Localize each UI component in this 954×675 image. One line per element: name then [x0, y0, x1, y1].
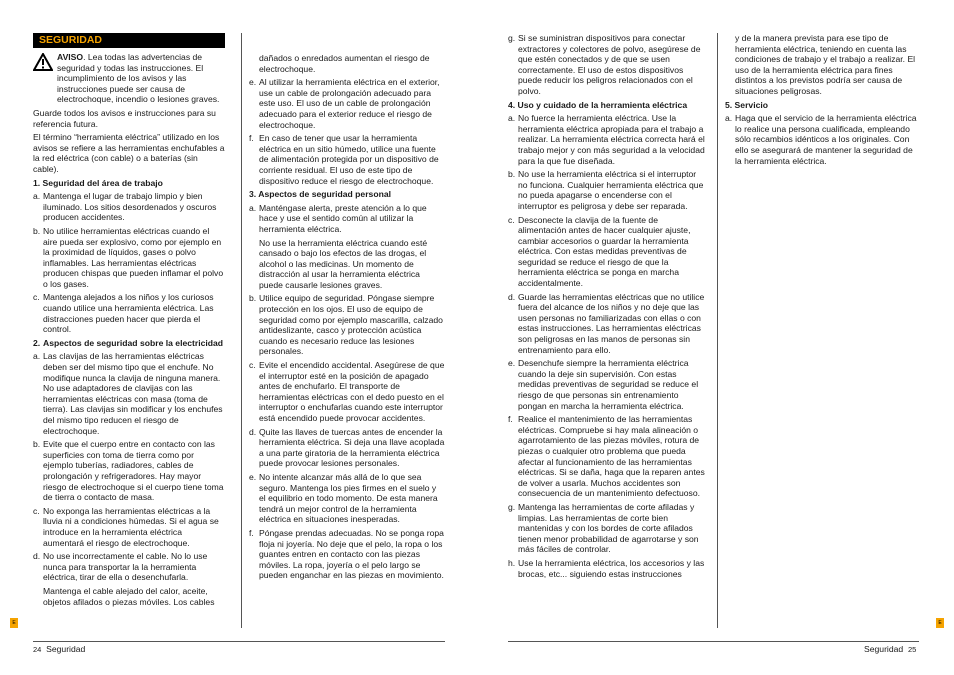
list-item: a. No fuerce la herramienta eléctrica. Use la herramienta eléctrica apropiada para el trabajo a realizar. La herramienta eléctrica correcta hará el trabajo mejor y con más seguridad a la velocidad para la que fue diseñada. [508, 113, 705, 166]
list-item: a. Haga que el servicio de la herramienta eléctrica lo realice una persona cualificada, empleando sólo recambios idénticos a los originales. Con ello se asegurará de mantener la seguridad de la herramienta eléctrica. [725, 113, 917, 166]
list-item: c. Mantenga alejados a los niños y los curiosos cuando utilice una herramienta eléctrica. Las distracciones pueden hacer que pierda el control. [33, 292, 214, 335]
column-divider [717, 33, 718, 628]
list-item: f. En caso de tener que usar la herramienta eléctrica en un sitio húmedo, utilice una fuente de alimentación protegida por un dispositivo de corriente residual. El uso de este tipo de dispositivo reduce el riesgo de electrochoque. [249, 133, 439, 186]
list-item: b. Evite que el cuerpo entre en contacto con las superficies con toma de tierra como por ejemplo tuberías, radiadores, cables de prolongación y refrigeradores. Hay mayor riesgo de electrochoque si el cuerpo tiene toma de tierra o contacto de masa. [33, 439, 224, 503]
intro-paragraph: El término “herramienta eléctrica” utilizado en los avisos se refiere a las herramientas enchufables a la red eléctrica (con cable) o a baterías (sin cable). [33, 132, 225, 174]
list-item-continuation: y de la manera prevista para ese tipo de herramienta eléctrica, teniendo en cuenta las condiciones de trabajo y el trabajo a realizar. El uso de la herramienta eléctrica para fines distintos a los previstos podría ser causa de situaciones peligrosas. [735, 33, 916, 96]
footer-rule-left [33, 641, 445, 642]
list-item: a. Mantenga el lugar de trabajo limpio y bien iluminado. Los sitios desordenados y oscuros producen accidentes. [33, 191, 217, 223]
warning-block [33, 52, 225, 108]
section-title: SEGURIDAD [33, 33, 225, 48]
list-item: d. Guarde las herramientas eléctricas que no utilice fuera del alcance de los niños y no deje que las usen personas no familiarizadas con ellas o con estas instrucciones. Las herramientas eléctricas son peligrosas en las manos de personas sin entrenamiento para ello. [508, 291, 705, 355]
intro-paragraph: Guarde todos los avisos e instrucciones para su referencia futura. [33, 107, 216, 129]
column-1 [33, 33, 225, 610]
heading-service: 5. Servicio [725, 99, 768, 110]
heading-tool-use: 4. Uso y cuidado de la herramienta eléctrica [508, 99, 688, 110]
heading-personal-safety: 3. Aspectos de seguridad personal [249, 189, 391, 200]
heading-work-area: 1. Seguridad del área de trabajo [33, 177, 163, 188]
list-item: e. Al utilizar la herramienta eléctrica en el exterior, use un cable de prolongación adecuado para este uso. El uso de un cable de prolongación adecuado para el exterior reduce el riesgo de electrochoque. [249, 77, 440, 130]
list-item: b. No use la herramienta eléctrica si el interruptor no funciona. Cualquier herramienta eléctrica que no pueda apagarse o encenderse con el interruptor es peligrosa y debe ser reparada. [508, 169, 704, 211]
list-item: a. Manténgase alerta, preste atención a lo que hace y use el sentido común al utilizar la herramienta eléctrica. [249, 202, 427, 234]
list-item: e. Desenchufe siempre la herramienta eléctrica cuando la deje sin supervisión. Con estas medidas preventivas de seguridad se reduce el riesgo de que personas sin entrenamiento pongan en marcha la herramienta eléctrica. [508, 358, 699, 411]
list-item: e. No intente alcanzar más allá de lo que sea seguro. Mantenga los pies firmes en el suelo y el equilibrio en todo momento. De esta manera tendrá un mejor control de la herramienta eléctrica en situaciones inesperadas. [249, 471, 438, 525]
list-item: c. Evite el encendido accidental. Asegúrese de que el interruptor esté en la posición de apagado antes de enchufarlo. El transporte de herramientas eléctricas con el dedo puesto en el interruptor o enchufarlas cuando este interruptor está encendido puede provocar accidentes. [249, 360, 445, 423]
language-tab-left: E [10, 618, 18, 628]
list-item-continuation: dañados o enredados aumentan el riesgo de electrochoque. [259, 53, 430, 74]
list-item: f. Realice el mantenimiento de las herramientas eléctricas. Compruebe si hay mala alineación o agarrotamiento de las piezas móviles, rotura de piezas o cualquier otro problema que pueda afectar al funcionamiento de las herramientas eléctricas. Si se daña, haga que la reparen antes de volver a usarla. Muchos accidentes son consecuencia de un mantenimiento defectuoso. [508, 414, 705, 499]
list-item: g. Si se suministran dispositivos para conectar extractores y colectores de polvo, asegúrese de que estén conectados y de que se usen correctamente. El uso de estos dispositivos puede reducir los peligros relacionados con el polvo. [508, 33, 701, 96]
column-3 [508, 33, 706, 582]
heading-electricity: 2. Aspectos de seguridad sobre la electricidad [33, 337, 224, 348]
footer-label-right: Seguridad [864, 644, 904, 654]
list-item: b. No utilice herramientas eléctricas cuando el aire pueda ser explosivo, como por ejemplo en la proximidad de líquidos, gases o polvo inflamables. Las herramientas eléctricas producen chispas que pueden inflamar el polvo o los gases. [33, 225, 224, 289]
language-tab-right: E [936, 618, 944, 628]
column-2 [249, 53, 445, 584]
page-number-left: 24 [33, 645, 42, 654]
list-item-continuation: Mantenga el cable alejado del calor, aceite, objetos afilados o piezas móviles. Los cables [43, 585, 215, 607]
list-item: d. Quite las llaves de tuercas antes de encender la herramienta eléctrica. Si deja una llave acoplada a una parte giratoria de la herramienta eléctrica puede provocar lesiones personales. [249, 426, 445, 469]
list-item: c. No exponga las herramientas eléctricas a la lluvia ni a condiciones húmedas. Si el agua se introduce en la herramienta eléctrica aumentará el riesgo de electrochoque. [33, 505, 219, 548]
warning-triangle-icon [33, 53, 53, 71]
column-4 [725, 33, 919, 169]
list-item: b. Utilice equipo de seguridad. Póngase siempre protección en los ojos. El uso de equipo de seguridad como por ejemplo mascarilla, calzado antideslizante, casco y protección acústica cuando es necesario reduce las lesiones personales. [249, 293, 443, 357]
warning-text: AVISO. Lea todas las advertencias de seguridad y todas las instrucciones. El incumplimiento de los avisos y las instrucciones puede ser causa de electrochoque, incendio o lesiones graves. [57, 52, 220, 105]
list-item-continuation: No use la herramienta eléctrica cuando esté cansado o bajo los efectos de las drogas, el alcohol o las medicinas. Un momento de distracción al usar la herramienta eléctrica puede causarle lesiones graves. [259, 237, 428, 290]
footer-right [864, 644, 916, 655]
footer-left [33, 644, 85, 655]
list-item: g. Mantenga las herramientas de corte afiladas y limpias. Las herramientas de corte bien mantenidas y con los bordes de corte afilados tienen menor probabilidad de agarrotarse y son más fáciles de controlar. [508, 501, 699, 555]
list-item: a. Las clavijas de las herramientas eléctricas deben ser del mismo tipo que el enchufe. No modifique nunca la clavija de ninguna manera. No use adaptadores de clavijas con las herramientas eléctricas con masa (toma de tierra). Las clavijas sin modificar y los enchufes del mismo tipo reducen el riesgo de electrochoque. [33, 351, 223, 436]
footer-rule-right [508, 641, 919, 642]
page-number-right: 25 [907, 645, 917, 654]
list-item: d. No use incorrectamente el cable. No lo use nunca para transportar la la herramienta eléctrica, tirar de ella o desenchufarla. [33, 551, 208, 583]
list-item: c. Desconecte la clavija de la fuente de alimentación antes de hacer cualquier ajuste, cambiar accesorios o guardar la herramienta eléctrica. Con estas medidas preventivas de seguridad se reduce el riesgo de que la herramienta eléctrica se ponga en marcha accidentalmente. [508, 214, 691, 289]
list-item: h. Use la herramienta eléctrica, los accesorios y las brocas, etc... siguiendo estas instrucciones [508, 557, 705, 579]
footer-label-left: Seguridad [46, 644, 86, 654]
aviso-label: AVISO [57, 52, 84, 62]
list-item: f. Póngase prendas adecuadas. No se ponga ropa floja ni joyería. No deje que el pelo, la ropa o los guantes entren en contacto con las piezas móviles. La ropa, joyería o el pelo largo se pueden enganchar en las piezas en movimiento. [249, 527, 444, 581]
column-divider [241, 33, 242, 628]
